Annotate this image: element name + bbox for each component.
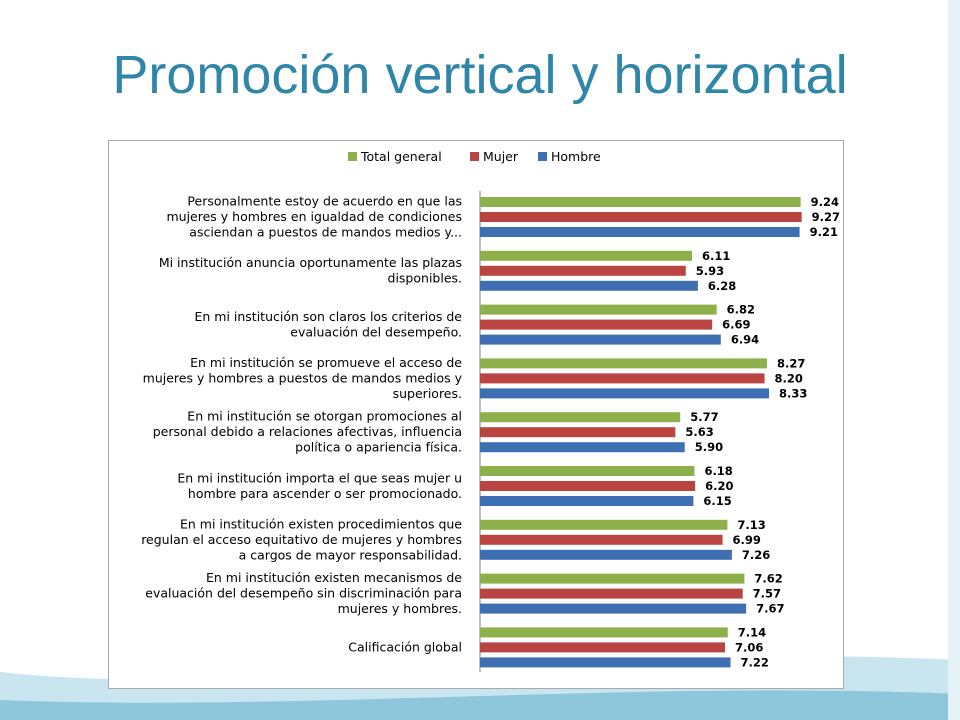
- value-label-1-0: 6.11: [702, 248, 731, 263]
- value-label-2-2: 6.94: [730, 332, 760, 347]
- value-label-3-0: 8.27: [776, 356, 806, 371]
- category-label-2-line-1: evaluación del desempeño.: [290, 324, 462, 340]
- value-label-4-1: 5.63: [685, 425, 714, 440]
- bar-1-0: [480, 251, 692, 261]
- bar-6-1: [480, 535, 723, 545]
- bar-0-2: [480, 227, 800, 237]
- value-label-8-0: 7.14: [737, 625, 767, 640]
- category-label-4-line-2: política o apariencia física.: [295, 439, 462, 455]
- category-label-7-line-0: En mi institución existen mecanismos de: [206, 570, 462, 586]
- legend-swatch-0: [348, 152, 357, 161]
- bar-2-1: [480, 320, 712, 330]
- bar-3-2: [480, 388, 769, 398]
- bar-5-1: [480, 481, 695, 491]
- value-label-2-0: 6.82: [726, 302, 756, 317]
- legend-label-1: Mujer: [483, 149, 519, 164]
- category-label-2-line-0: En mi institución son claros los criterios de: [194, 308, 462, 324]
- category-label-7-line-1: evaluación del desempeño sin discriminación para: [145, 585, 462, 601]
- bar-1-2: [480, 281, 698, 291]
- bar-4-1: [480, 427, 675, 437]
- category-label-8-line-0: Calificación global: [348, 639, 462, 655]
- bar-7-2: [480, 604, 746, 614]
- value-label-0-0: 9.24: [810, 195, 840, 209]
- value-label-2-1: 6.69: [722, 317, 751, 332]
- category-label-0-line-2: asciendan a puestos de mandos medios y...: [189, 224, 462, 240]
- value-label-1-1: 5.93: [695, 263, 725, 278]
- value-label-6-0: 7.13: [737, 517, 766, 532]
- bar-3-0: [480, 358, 767, 368]
- value-label-1-2: 6.28: [707, 278, 737, 293]
- category-label-5-line-1: hombre para ascender o ser promocionado.: [187, 485, 462, 501]
- legend-label-2: Hombre: [551, 149, 601, 164]
- slide-title: Promoción vertical y horizontal: [112, 45, 848, 106]
- value-label-6-1: 6.99: [732, 532, 761, 547]
- bar-6-0: [480, 520, 727, 530]
- category-label-4-line-0: En mi institución se otorgan promociones al: [187, 408, 462, 424]
- bar-8-1: [480, 642, 725, 652]
- value-label-3-1: 8.20: [774, 371, 803, 386]
- category-label-1-line-0: Mi institución anuncia oportunamente las plazas: [158, 255, 462, 271]
- category-label-1-line-1: disponibles.: [387, 270, 462, 286]
- category-label-5-line-0: En mi institución importa el que seas mujer u: [177, 470, 462, 486]
- value-label-0-2: 9.21: [809, 225, 838, 239]
- bar-0-1: [480, 212, 802, 222]
- category-label-3-line-1: mujeres y hombres a puestos de mandos medios y: [142, 370, 462, 386]
- bar-0-0: [480, 197, 801, 207]
- bar-1-1: [480, 266, 686, 276]
- category-label-6-line-0: En mi institución existen procedimientos que: [179, 516, 462, 532]
- value-label-5-1: 6.20: [705, 479, 734, 493]
- value-label-7-1: 7.57: [752, 586, 782, 601]
- category-label-7-line-2: mujeres y hombres.: [337, 601, 462, 617]
- bar-2-2: [480, 335, 721, 345]
- bar-8-2: [480, 657, 731, 667]
- bar-6-2: [480, 550, 732, 560]
- category-label-4-line-1: personal debido a relaciones afectivas, influencia: [152, 424, 462, 440]
- category-label-0-line-0: Personalmente estoy de acuerdo en que las: [187, 193, 462, 209]
- bar-8-0: [480, 627, 728, 637]
- value-label-8-2: 7.22: [740, 655, 769, 670]
- category-label-3-line-0: En mi institución se promueve el acceso de: [190, 354, 462, 370]
- value-label-8-1: 7.06: [734, 640, 764, 655]
- bar-5-2: [480, 496, 693, 506]
- legend-label-0: Total general: [361, 149, 442, 164]
- value-label-7-2: 7.67: [756, 601, 785, 616]
- decorative-right-edge: [948, 0, 960, 720]
- bar-3-1: [480, 373, 765, 383]
- category-label-3-line-2: superiores.: [392, 385, 462, 401]
- bar-5-0: [480, 466, 694, 476]
- legend-swatch-1: [470, 152, 479, 161]
- bar-chart: [108, 140, 844, 689]
- bar-7-1: [480, 589, 743, 599]
- bar-2-0: [480, 305, 717, 315]
- value-label-6-2: 7.26: [741, 547, 771, 562]
- value-label-4-2: 5.90: [694, 440, 724, 455]
- bar-4-0: [480, 412, 680, 422]
- category-label-0-line-1: mujeres y hombres en igualdad de condiciones: [166, 209, 462, 224]
- legend-swatch-2: [538, 152, 547, 161]
- value-label-5-2: 6.15: [703, 494, 732, 508]
- value-label-7-0: 7.62: [754, 571, 783, 586]
- value-label-0-1: 9.27: [811, 210, 841, 224]
- category-label-6-line-1: regulan el acceso equitativo de mujeres y hombres: [141, 531, 462, 547]
- value-label-3-2: 8.33: [779, 386, 808, 401]
- bar-7-0: [480, 574, 744, 584]
- value-label-4-0: 5.77: [690, 410, 719, 425]
- category-label-6-line-2: a cargos de mayor responsabilidad.: [238, 547, 462, 563]
- bar-4-2: [480, 442, 685, 452]
- value-label-5-0: 6.18: [704, 464, 733, 478]
